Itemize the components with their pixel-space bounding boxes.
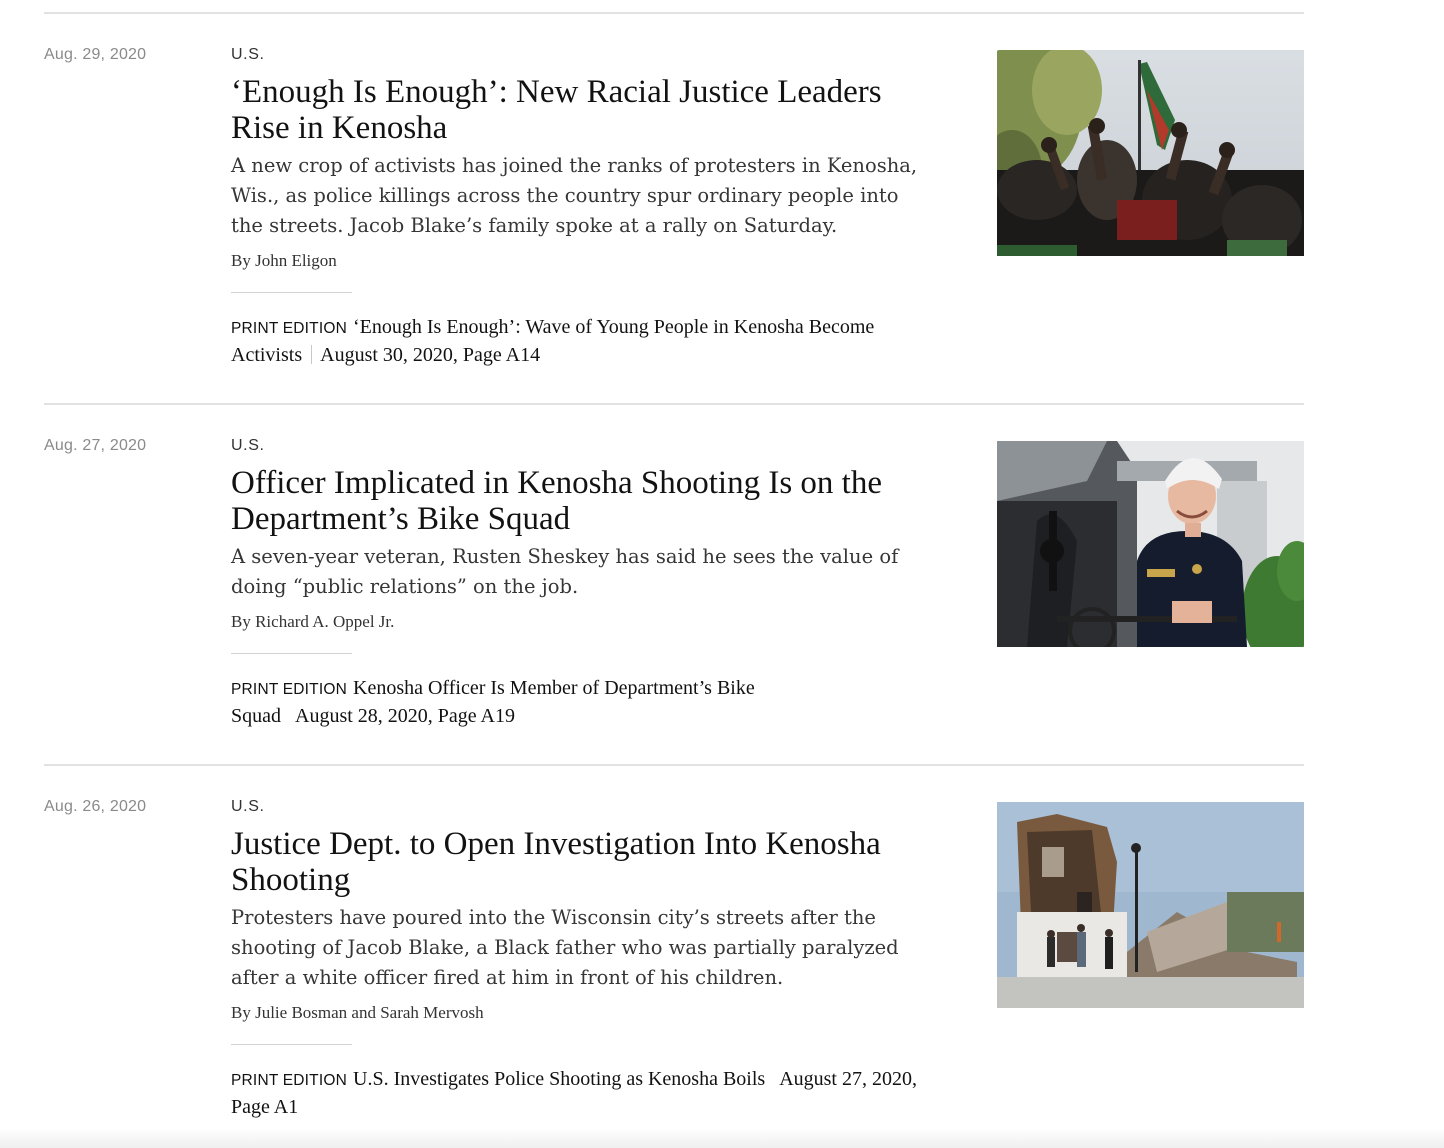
article-item [0,0,1444,390]
print-edition-info [231,675,801,729]
print-edition-info [231,1066,921,1120]
print-edition-divider [231,653,352,654]
print-edition-label: PRINT EDITION [231,681,347,698]
print-edition-label: PRINT EDITION [231,320,347,337]
print-edition-date: August 30, 2020, Page A14 [320,344,541,366]
print-edition-headline: ‘Enough Is Enough’: Wave of Young People in Kenosha Become Activists [231,316,875,366]
article-byline: By John Eligon [231,251,337,270]
article-byline: By Richard A. Oppel Jr. [231,612,395,631]
print-edition-date: August 27, 2020, Page A1 [231,1068,917,1118]
print-edition-divider [231,1044,352,1045]
article-summary: Protesters have poured into the Wisconsin city’s streets after the shooting of Jacob Blake, a Black father who was partially paralyzed after a white officer fired at him in front of his children. [231,906,899,989]
article-thumbnail-protest[interactable] [997,50,1304,256]
officer-photo-image [997,441,1304,647]
article-summary: A new crop of activists has joined the ranks of protesters in Kenosha, Wis., as police killings across the country spur ordinary people into the streets. Jacob Blake’s family spoke at a rally on Saturday. [231,154,918,237]
article-date: Aug. 27, 2020 [44,437,147,454]
article-thumbnail-burned-building[interactable] [997,802,1304,1008]
print-edition-divider [231,292,352,293]
article-item [0,391,1444,781]
article-section-label[interactable]: U.S. [231,46,265,63]
article-headline-link[interactable]: ‘Enough Is Enough’: New Racial Justice Leaders Rise in Kenosha [231,74,882,146]
article-headline-link[interactable]: Justice Dept. to Open Investigation Into Kenosha Shooting [231,826,881,898]
print-edition-info [231,314,921,368]
article-item [0,752,1444,1142]
article-thumbnail-officer[interactable] [997,441,1304,647]
bottom-fade-edge [0,1128,1444,1148]
article-section-label[interactable]: U.S. [231,798,265,815]
print-edition-headline: Kenosha Officer Is Member of Department’s Bike Squad [231,677,755,727]
article-date: Aug. 26, 2020 [44,798,147,815]
burned-building-photo-image [997,802,1304,1008]
article-date: Aug. 29, 2020 [44,46,147,63]
print-edition-label: PRINT EDITION [231,1072,347,1089]
protest-photo-image [997,50,1304,256]
print-edition-separator [311,345,312,364]
article-headline-link[interactable]: Officer Implicated in Kenosha Shooting Is on the Department’s Bike Squad [231,465,882,537]
article-section-label[interactable]: U.S. [231,437,265,454]
article-summary: A seven-year veteran, Rusten Sheskey has said he sees the value of doing “public relations” on the job. [231,545,899,598]
print-edition-date: August 28, 2020, Page A19 [295,705,515,727]
print-edition-headline: U.S. Investigates Police Shooting as Kenosha Boils [353,1068,766,1090]
article-byline: By Julie Bosman and Sarah Mervosh [231,1003,484,1022]
